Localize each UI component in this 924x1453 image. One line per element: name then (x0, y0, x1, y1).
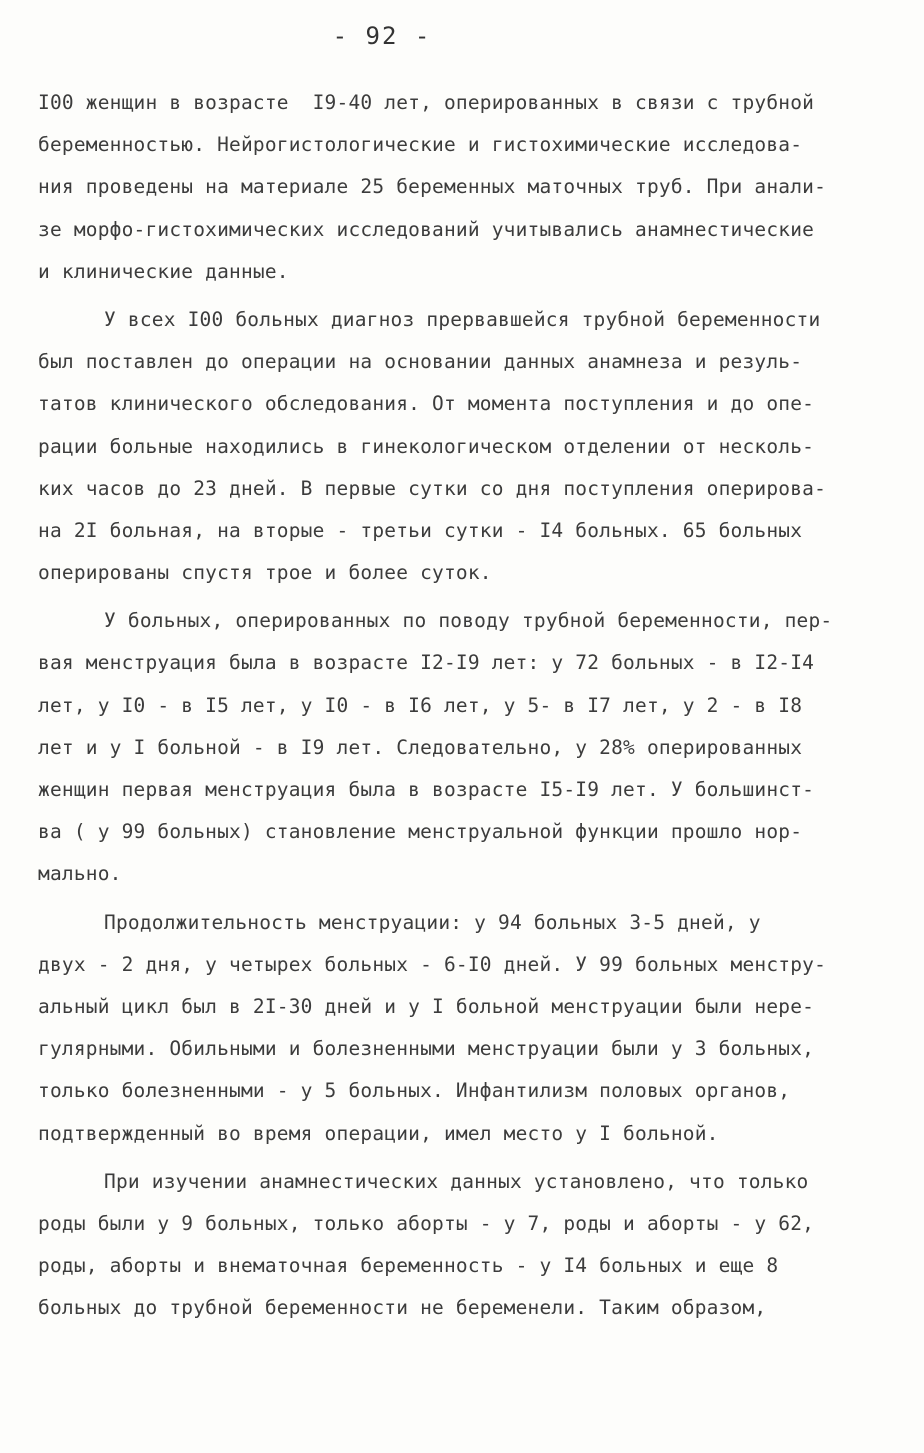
paragraph (38, 902, 888, 1155)
text-line: подтвержденный во время операции, имел место у I больной. (38, 1121, 719, 1145)
text-line: только болезненными - у 5 больных. Инфантилизм половых органов, (38, 1079, 791, 1103)
text-line: мально. (38, 862, 122, 886)
text-line: женщин первая менструация была в возрасте I5-I9 лет. У большинст- (38, 778, 815, 801)
text-line: При изучении анамнестических данных установлено, что только (104, 1169, 809, 1193)
paragraph (38, 299, 888, 594)
paragraph (38, 1161, 888, 1330)
text-line: I00 женщин в возрасте I9-40 лет, оперированных в связи с трубной (38, 91, 815, 114)
paragraph (38, 600, 888, 895)
text-line: был поставлен до операции на основании данных анамнеза и резуль- (38, 350, 803, 374)
text-line: ких часов до 23 дней. В первые сутки со дня поступления оперирова- (38, 476, 827, 500)
text-line: зе морфо-гистохимических исследований учитывались анамнестические (38, 217, 815, 241)
text-line: вая менструация была в возрасте I2-I9 лет: у 72 больных - в I2-I4 (38, 651, 815, 675)
text-line: альный цикл был в 2I-30 дней и у I больной менструации были нере- (38, 994, 815, 1018)
text-line: татов клинического обследования. От момента поступления и до опе- (38, 392, 815, 416)
page-number: - 92 - (332, 22, 432, 50)
text-line: рации больные находились в гинекологическом отделении от несколь- (38, 434, 815, 458)
text-line: Продолжительность менструации: у 94 больных 3-5 дней, у (104, 910, 761, 934)
text-line: У всех I00 больных диагноз прервавшейся трубной беременности (104, 307, 821, 331)
text-line: лет и у I больной - в I9 лет. Следовательно, у 28% оперированных (38, 735, 803, 759)
body-text (38, 82, 888, 1329)
text-line: ния проведены на материале 25 беременных маточных труб. При анали- (38, 175, 827, 199)
text-line: роды были у 9 больных, только аборты - у 7, роды и аборты - у 62, (38, 1211, 815, 1235)
paragraph (38, 82, 888, 293)
text-line: оперированы спустя трое и более суток. (38, 561, 492, 585)
text-line: и клинические данные. (38, 259, 289, 283)
text-line: У больных, оперированных по поводу трубной беременности, пер- (104, 609, 833, 633)
text-line: двух - 2 дня, у четырех больных - 6-I0 дней. У 99 больных менстру- (38, 952, 827, 976)
text-line: беременностью. Нейрогистологические и гистохимические исследова- (38, 133, 803, 157)
text-line: ва ( у 99 больных) становление менструальной функции прошло нор- (38, 820, 803, 844)
text-line: больных до трубной беременности не беременели. Таким образом, (38, 1296, 767, 1320)
text-line: лет, у I0 - в I5 лет, у I0 - в I6 лет, у 5- в I7 лет, у 2 - в I8 (38, 693, 803, 717)
text-line: на 2I больная, на вторые - третьи сутки - I4 больных. 65 больных (38, 518, 803, 542)
text-line: гулярными. Обильными и болезненными менструации были у 3 больных, (38, 1037, 815, 1061)
text-line: роды, аборты и внематочная беременность - у I4 больных и еще 8 (38, 1254, 779, 1278)
